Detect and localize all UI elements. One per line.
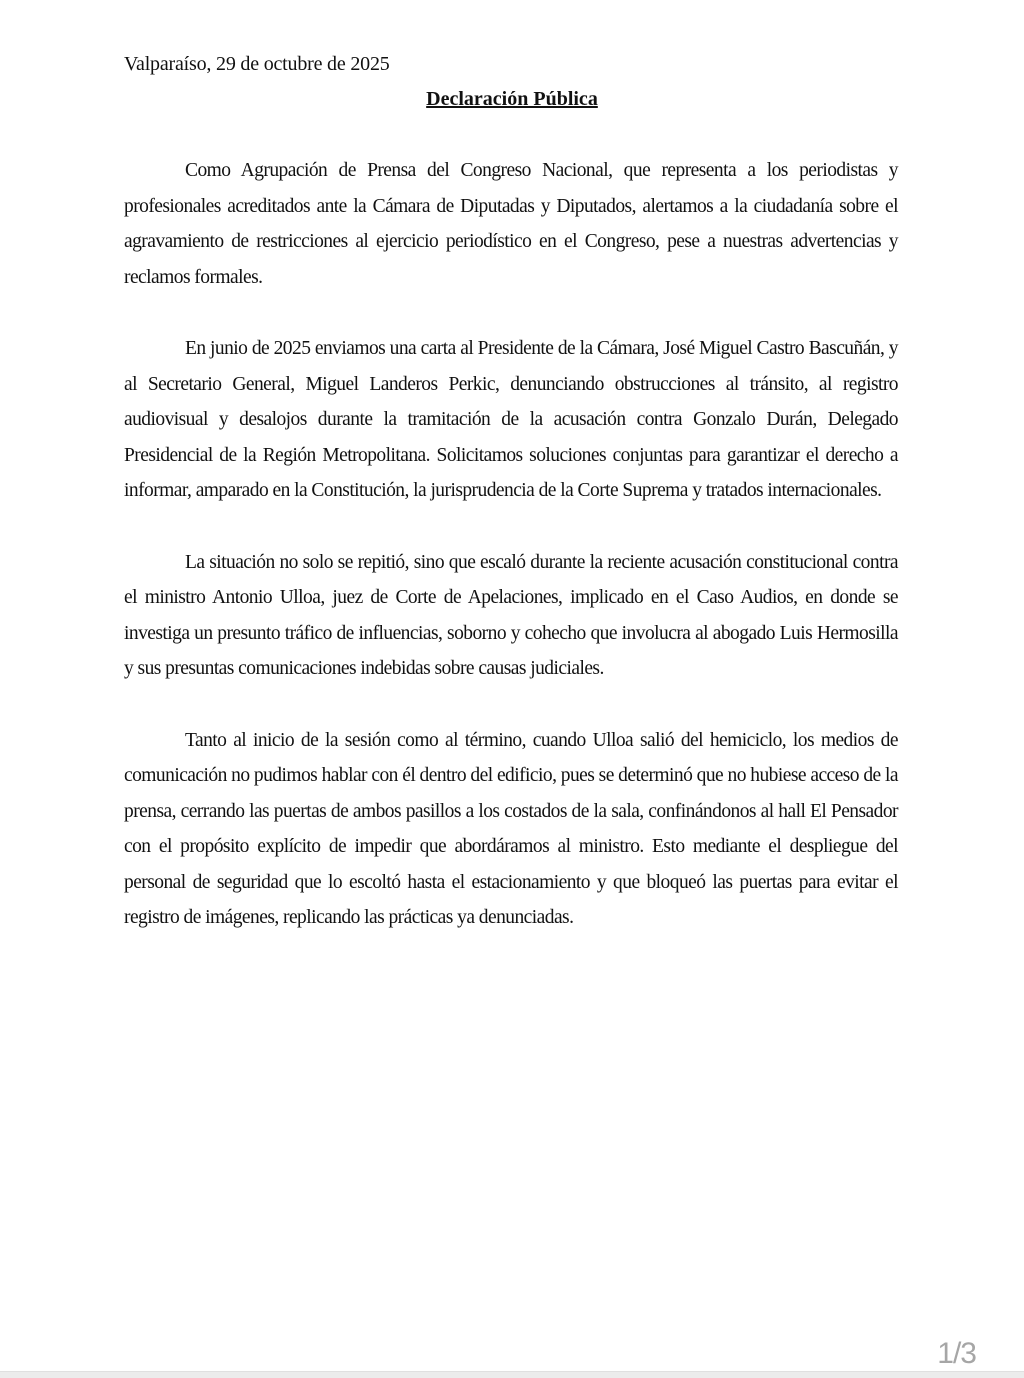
date-line: Valparaíso, 29 de octubre de 2025: [124, 53, 390, 75]
document-body: [124, 153, 898, 972]
paragraph-2: En junio de 2025 enviamos una carta al Presidente de la Cámara, José Miguel Castro Bascuñán, y al Secretario General, Miguel Landeros Perkic, denunciando obstrucciones al tránsito, al registro audiovisual y desalojos durante la tramitación de la acusación contra Gonzalo Durán, Delegado Presidencial de la Región Metropolitana. Solicitamos soluciones conjuntas para garantizar el derecho a informar, amparado en la Constitución, la jurisprudencia de la Corte Suprema y tratados internacionales.: [124, 338, 898, 501]
document-title: Declaración Pública: [426, 88, 598, 110]
paragraph-4: Tanto al inicio de la sesión como al término, cuando Ulloa salió del hemiciclo, los medios de comunicación no pudimos hablar con él dentro del edificio, pues se determinó que no hubiese acceso de la prensa, cerrando las puertas de ambos pasillos a los costados de la sala, confinándonos al hall El Pensador con el propósito explícito de impedir que abordáramos al ministro. Esto mediante el despliegue del personal de seguridad que lo escoltó hasta el estacionamiento y que bloqueó las puertas para evitar el registro de imágenes, replicando las prácticas ya denunciadas.: [124, 729, 898, 928]
paragraph-3: La situación no solo se repitió, sino que escaló durante la reciente acusación constitucional contra el ministro Antonio Ulloa, juez de Corte de Apelaciones, implicado en el Caso Audios, en donde se investiga un presunto tráfico de influencias, soborno y cohecho que involucra al abogado Luis Hermosilla y sus presuntas comunicaciones indebidas sobre causas judiciales.: [124, 551, 898, 679]
page-indicator: 1/3: [937, 1337, 976, 1370]
paragraph-1: Como Agrupación de Prensa del Congreso Nacional, que representa a los periodistas y profesionales acreditados ante la Cámara de Diputadas y Diputados, alertamos a la ciudadanía sobre el agravamiento de restricciones al ejercicio periodístico en el Congreso, pese a nuestras advertencias y reclamos formales.: [124, 160, 898, 288]
